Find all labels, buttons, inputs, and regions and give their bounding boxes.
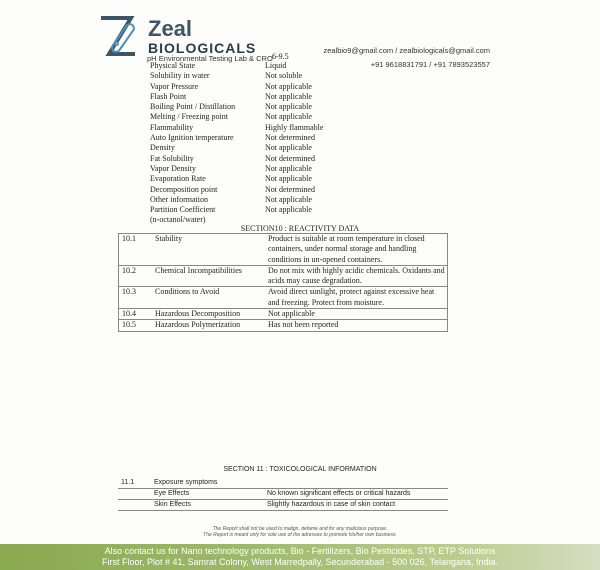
property-row	[150, 195, 440, 205]
toxicology-topic: Skin Effects	[154, 501, 191, 508]
property-row	[150, 174, 440, 184]
property-row	[150, 82, 440, 92]
tagline-text: Environmental Testing Lab & CRO	[158, 54, 273, 63]
property-row	[150, 185, 440, 195]
property-value: Not applicable	[265, 194, 312, 204]
toxicology-number	[118, 500, 154, 510]
property-value: Not applicable	[265, 81, 312, 91]
reactivity-detail: Not applicable	[268, 309, 315, 319]
test-tube-logo-icon	[95, 14, 141, 66]
property-value: Not applicable	[265, 91, 312, 101]
footer-line-1: Also contact us for Nano technology products, Bio - Fertilizers, Bio Pesticides, STP, ETP Solutions	[104, 546, 496, 556]
property-value: Highly flammable	[265, 122, 324, 132]
reactivity-row	[118, 309, 448, 320]
reactivity-topic: Hazardous Decomposition	[155, 309, 241, 319]
property-value: Not applicable	[265, 205, 312, 215]
property-value: Not determined	[265, 184, 315, 194]
property-value: Not determined	[265, 153, 315, 163]
toxicology-topic: Eye Effects	[154, 490, 190, 497]
property-row	[150, 61, 440, 71]
toxicology-number: 11.1	[121, 479, 135, 486]
reactivity-row	[118, 287, 448, 309]
toxicology-number	[118, 489, 154, 499]
property-label: Density	[150, 143, 175, 153]
property-value: Not applicable	[265, 174, 312, 184]
property-label: Partition Coefficient (n-octanol/water)	[150, 205, 216, 225]
reactivity-detail: Avoid direct sunlight, protect against excessive heat and freezing. Protect from moisture.	[268, 287, 435, 307]
property-value: Liquid	[265, 61, 287, 70]
ph-value: 6-9.5	[272, 52, 289, 61]
property-label: Vapor Pressure	[150, 81, 199, 91]
note-line-1: The Report shall not be used to malign, defame and for any malicious purpose.	[212, 526, 388, 532]
brand-sub: BIOLOGICALS	[148, 40, 257, 56]
contact-phone: +91 9618831791 / +91 7893523557	[370, 60, 490, 69]
property-label: Other information	[150, 194, 208, 204]
section10-title: SECTION10 : REACTIVITY DATA	[240, 224, 360, 233]
reactivity-number: 10.2	[122, 265, 136, 275]
toxicology-detail: No known significant effects or critical hazards	[267, 490, 411, 497]
report-notes	[0, 526, 600, 538]
reactivity-number: 10.3	[122, 287, 136, 297]
footer-line-2: First Floor, Plot # 41, Samrat Colony, West Marredpally, Secunderabad - 500 026, Telangana, India.	[101, 557, 499, 567]
property-value: Not determined	[265, 133, 315, 143]
property-label: Vapor Density	[150, 163, 196, 173]
contact-email: zealbio9@gmail.com / zealbiologicals@gmail.com	[323, 46, 490, 55]
reactivity-row	[118, 266, 448, 288]
property-row	[150, 92, 440, 102]
reactivity-detail: Has not been reported	[268, 320, 339, 330]
toxicology-detail: Slightly hazardous in case of skin contact	[267, 501, 396, 508]
reactivity-topic: Stability	[155, 234, 183, 243]
property-value: Not applicable	[265, 102, 312, 112]
section11-title: SECTION 11 : TOXICOLOGICAL INFORMATION	[223, 466, 377, 473]
property-row	[150, 102, 440, 112]
property-label: Auto Ignition temperature	[150, 133, 234, 143]
property-row	[150, 205, 440, 226]
property-row	[150, 164, 440, 174]
brand	[148, 18, 256, 56]
toxicology-detail	[267, 478, 448, 488]
reactivity-topic: Chemical Incompatibilities	[155, 265, 242, 275]
toxicology-table	[118, 478, 448, 511]
reactivity-topic: Conditions to Avoid	[155, 287, 220, 297]
reactivity-number: 10.1	[122, 234, 136, 243]
logo-mark	[95, 14, 141, 66]
property-value: Not applicable	[265, 112, 312, 122]
property-value: Not applicable	[265, 163, 312, 173]
property-label: Flash Point	[150, 91, 187, 101]
note-line-2: The Report is meant only for sole use of the adressee to promote his/her own business.	[203, 532, 397, 538]
reactivity-number: 10.4	[122, 309, 136, 319]
reactivity-detail: Do not mix with highly acidic chemicals. Oxidants and acids may cause degradation.	[268, 265, 445, 286]
brand-name: Zeal	[148, 16, 193, 41]
property-row	[150, 133, 440, 143]
property-label: Boiling Point / Distillation	[150, 102, 236, 112]
property-label: Evaporation Rate	[150, 174, 206, 184]
property-row	[150, 154, 440, 164]
reactivity-number: 10.5	[122, 320, 136, 330]
property-row	[150, 112, 440, 122]
reactivity-detail: Product is suitable at room temperature in closed containers, under normal storage and handling conditions in un-opened containers.	[268, 234, 425, 264]
property-label: Melting / Freezing point	[150, 112, 228, 122]
property-label: Flammability	[150, 122, 194, 132]
property-label: Physical State	[150, 61, 196, 70]
reactivity-row	[118, 320, 448, 331]
property-label: Solubility in water	[150, 71, 210, 81]
property-value: Not applicable	[265, 143, 312, 153]
property-row	[150, 143, 440, 153]
property-row	[150, 123, 440, 133]
toxicology-row	[118, 489, 448, 500]
reactivity-table	[118, 233, 448, 332]
toxicology-topic: Exposure symptoms	[154, 479, 218, 486]
reactivity-topic: Hazardous Polymerization	[155, 320, 241, 330]
toxicology-row	[118, 500, 448, 511]
reactivity-row	[118, 233, 448, 266]
property-value: Not soluble	[265, 71, 303, 81]
tagline-prefix: pH	[147, 54, 157, 63]
property-row	[150, 71, 440, 81]
toxicology-row	[118, 478, 448, 489]
property-label: Decomposition point	[150, 184, 218, 194]
properties-table	[150, 61, 440, 226]
property-label: Fat Solubility	[150, 153, 194, 163]
footer-banner	[0, 544, 600, 570]
